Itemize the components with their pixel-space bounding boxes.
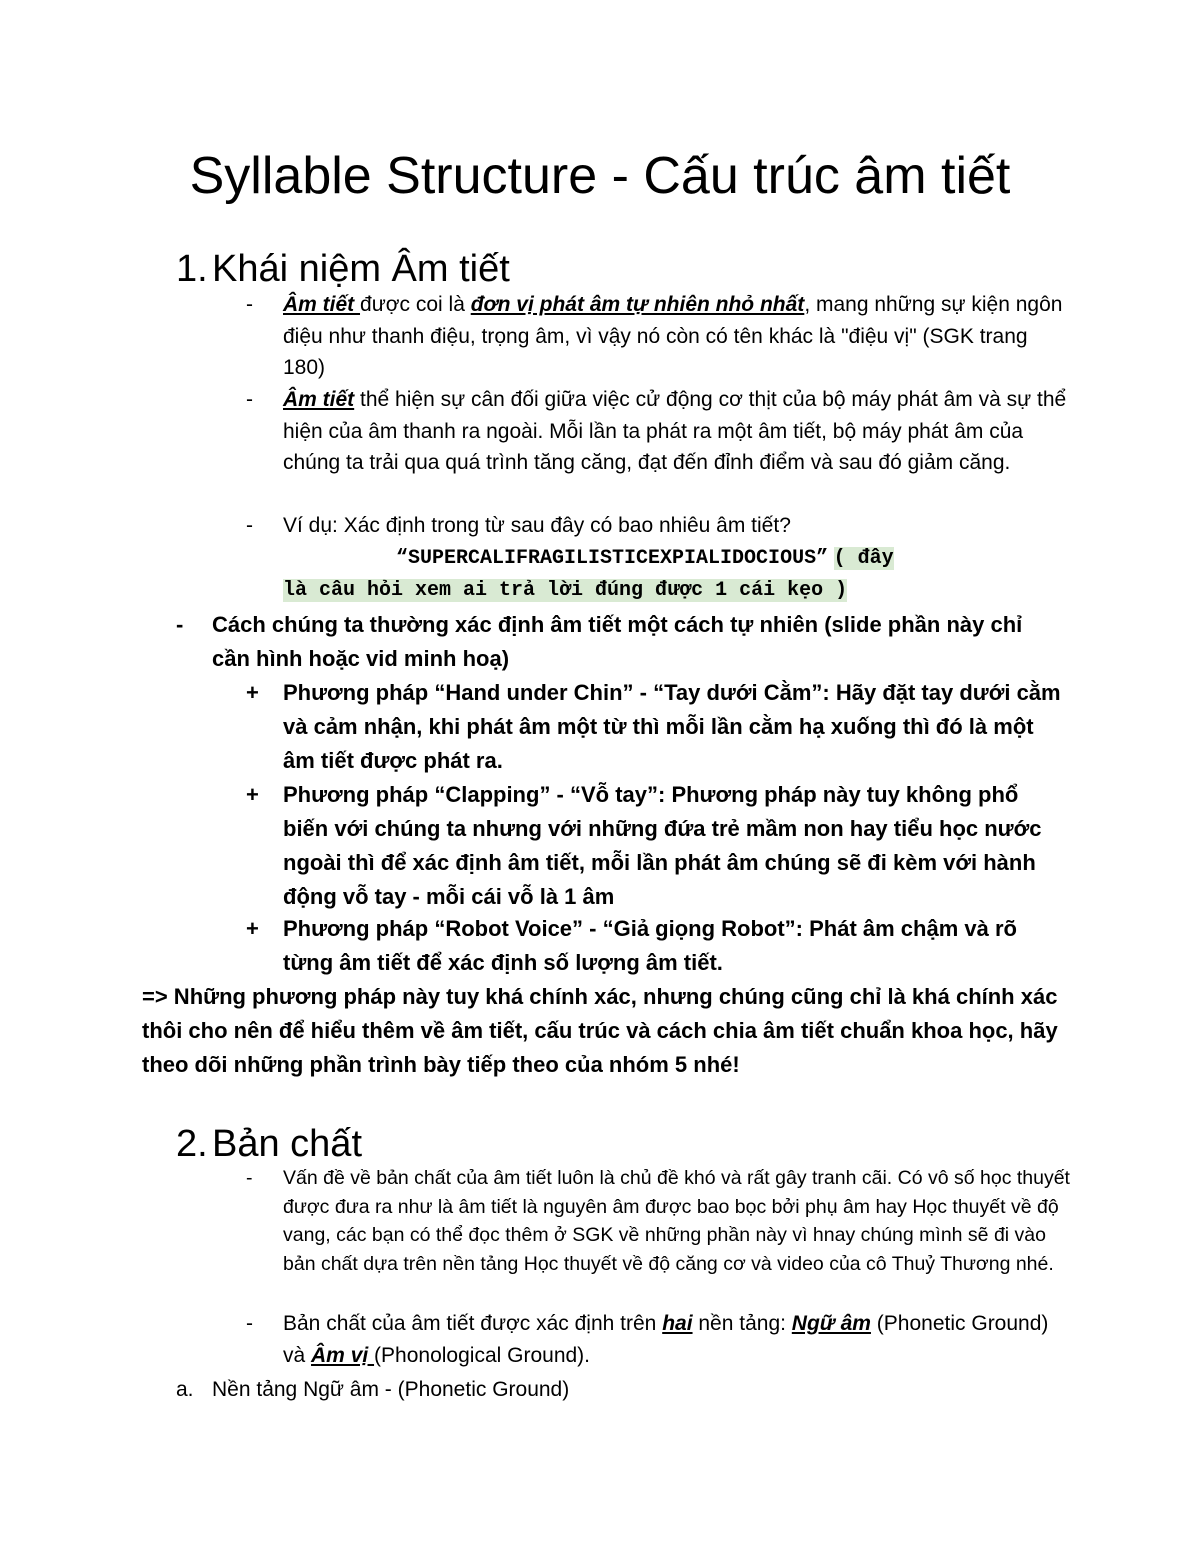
bullet-dash: - [246,1167,253,1189]
section-1-title: Khái niệm Âm tiết [212,248,510,290]
section-1-number: 1. [176,248,208,290]
methods-heading-text: Cách chúng ta thường xác định âm tiết một cách tự nhiên (slide phần này chỉ cần hình hoặc vid minh hoạ) [212,612,1023,671]
text-span: Bản chất của âm tiết được xác định trên [283,1312,663,1335]
term-phonetic: Ngữ âm [791,1312,871,1335]
example-question: Ví dụ: Xác định trong từ sau đây có bao nhiêu âm tiết? [283,514,791,537]
bullet-dash: - [246,388,253,411]
bullet-definition-2 [246,384,1076,510]
section-2-heading [176,1121,362,1167]
conclusion-paragraph: => Những phương pháp này tuy khá chính xác, nhưng chúng cũng chỉ là khá chính xác thôi cho nên để hiểu thêm về âm tiết, cấu trúc và cách chia âm tiết chuẩn khoa học, hãy theo dõi những phần trình bày tiếp theo của nhóm 5 nhé! [142,984,1058,1077]
method-clapping [246,778,1066,914]
emphasis-smallest-unit: đơn vị phát âm tự nhiên nhỏ nhất [470,293,805,316]
bullet-text [283,384,1073,479]
method-hand-under-chin [246,676,1066,778]
section-2-number: 2. [176,1123,208,1165]
bullet-dash: - [176,612,184,637]
term-am-tiet: Âm tiết [283,293,361,316]
emphasis-two: hai [662,1312,693,1335]
term-am-tiet: Âm tiết [283,388,355,411]
bullet-text [283,289,1073,384]
text-span: thể hiện sự cân đối giữa việc cử động cơ thịt của bộ máy phát âm và sự thể hiện của âm thanh ra ngoài. Mỗi lần ta phát ra một âm tiết, bộ máy phát âm của chúng ta trải qua quá trình tăng căng, đạt đến đỉnh điểm và sau đó giảm căng. [283,388,1067,474]
bullet-dash: - [246,1312,253,1335]
text-span: nền tảng: [692,1312,792,1335]
method-text: Phương pháp “Hand under Chin” - “Tay dưới Cằm”: Hãy đặt tay dưới cằm và cảm nhận, khi phát âm một từ thì mỗi lần cằm hạ xuống thì đó là một âm tiết được phát ra. [283,680,1061,773]
methods-heading [176,608,1066,676]
bullet-definition-1 [246,289,1076,384]
bullet-plus: + [246,680,259,705]
term-phonological: Âm vị [311,1343,375,1367]
example-line-1 [396,541,894,575]
bullet-nature-2 [246,1308,1076,1372]
method-text: Phương pháp “Clapping” - “Vỗ tay”: Phương pháp này tuy không phổ biến với chúng ta nhưng với những đứa trẻ mầm non hay tiểu học nước ngoài thì để xác định âm tiết, mỗi lần phát âm chúng sẽ đi kèm với hành động vỗ tay - mỗi cái vỗ là 1 âm [283,782,1042,909]
bullet-text [283,1308,1073,1371]
candy-note-part-1: ( đây [833,547,894,570]
section-2-title: Bản chất [212,1123,362,1165]
text-span: được coi là [360,293,471,316]
method-text: Phương pháp “Robot Voice” - “Giả giọng Robot”: Phát âm chậm và rõ từng âm tiết để xác định số lượng âm tiết. [283,916,1017,975]
bullet-text: Vấn đề về bản chất của âm tiết luôn là chủ đề khó và rất gây tranh cãi. Có vô số học thuyết được đưa ra như là âm tiết là nguyên âm được bao bọc bởi phụ âm hay Học thuyết về độ vang, các bạn có thể đọc thêm ở SGK về những phần này vì hnay chúng mình sẽ đi vào bản chất dựa trên nền tảng Học thuyết về độ căng cơ và video của cô Thuỷ Thương nhé. [283,1167,1070,1275]
subsection-marker: a. [176,1378,194,1401]
bullet-dash: - [246,293,253,316]
text-span: (Phonetic Ground) và [283,1312,1049,1367]
subsection-title: Nền tảng Ngữ âm - (Phonetic Ground) [212,1378,570,1401]
bullet-dash: - [246,514,253,537]
example-word: “SUPERCALIFRAGILISTICEXPIALIDOCIOUS” [396,547,829,570]
page-title: Syllable Structure - Cấu trúc âm tiết [189,147,1011,205]
example-line-2 [283,573,847,607]
section-1-heading [176,246,510,292]
bullet-text [283,510,1073,542]
bullet-plus: + [246,782,259,807]
bullet-plus: + [246,916,259,941]
method-robot-voice [246,912,1066,980]
subsection-a [176,1374,569,1405]
text-span: , mang những sự kiện ngôn điệu như thanh điệu, trọng âm, vì vậy nó còn có tên khác là "điệu vị" (SGK trang 180) [283,293,1063,379]
bullet-nature-1 [246,1164,1076,1309]
candy-note-part-2: là câu hỏi xem ai trả lời đúng được 1 cái kẹo ) [283,579,848,602]
text-span: (Phonological Ground). [374,1343,591,1367]
